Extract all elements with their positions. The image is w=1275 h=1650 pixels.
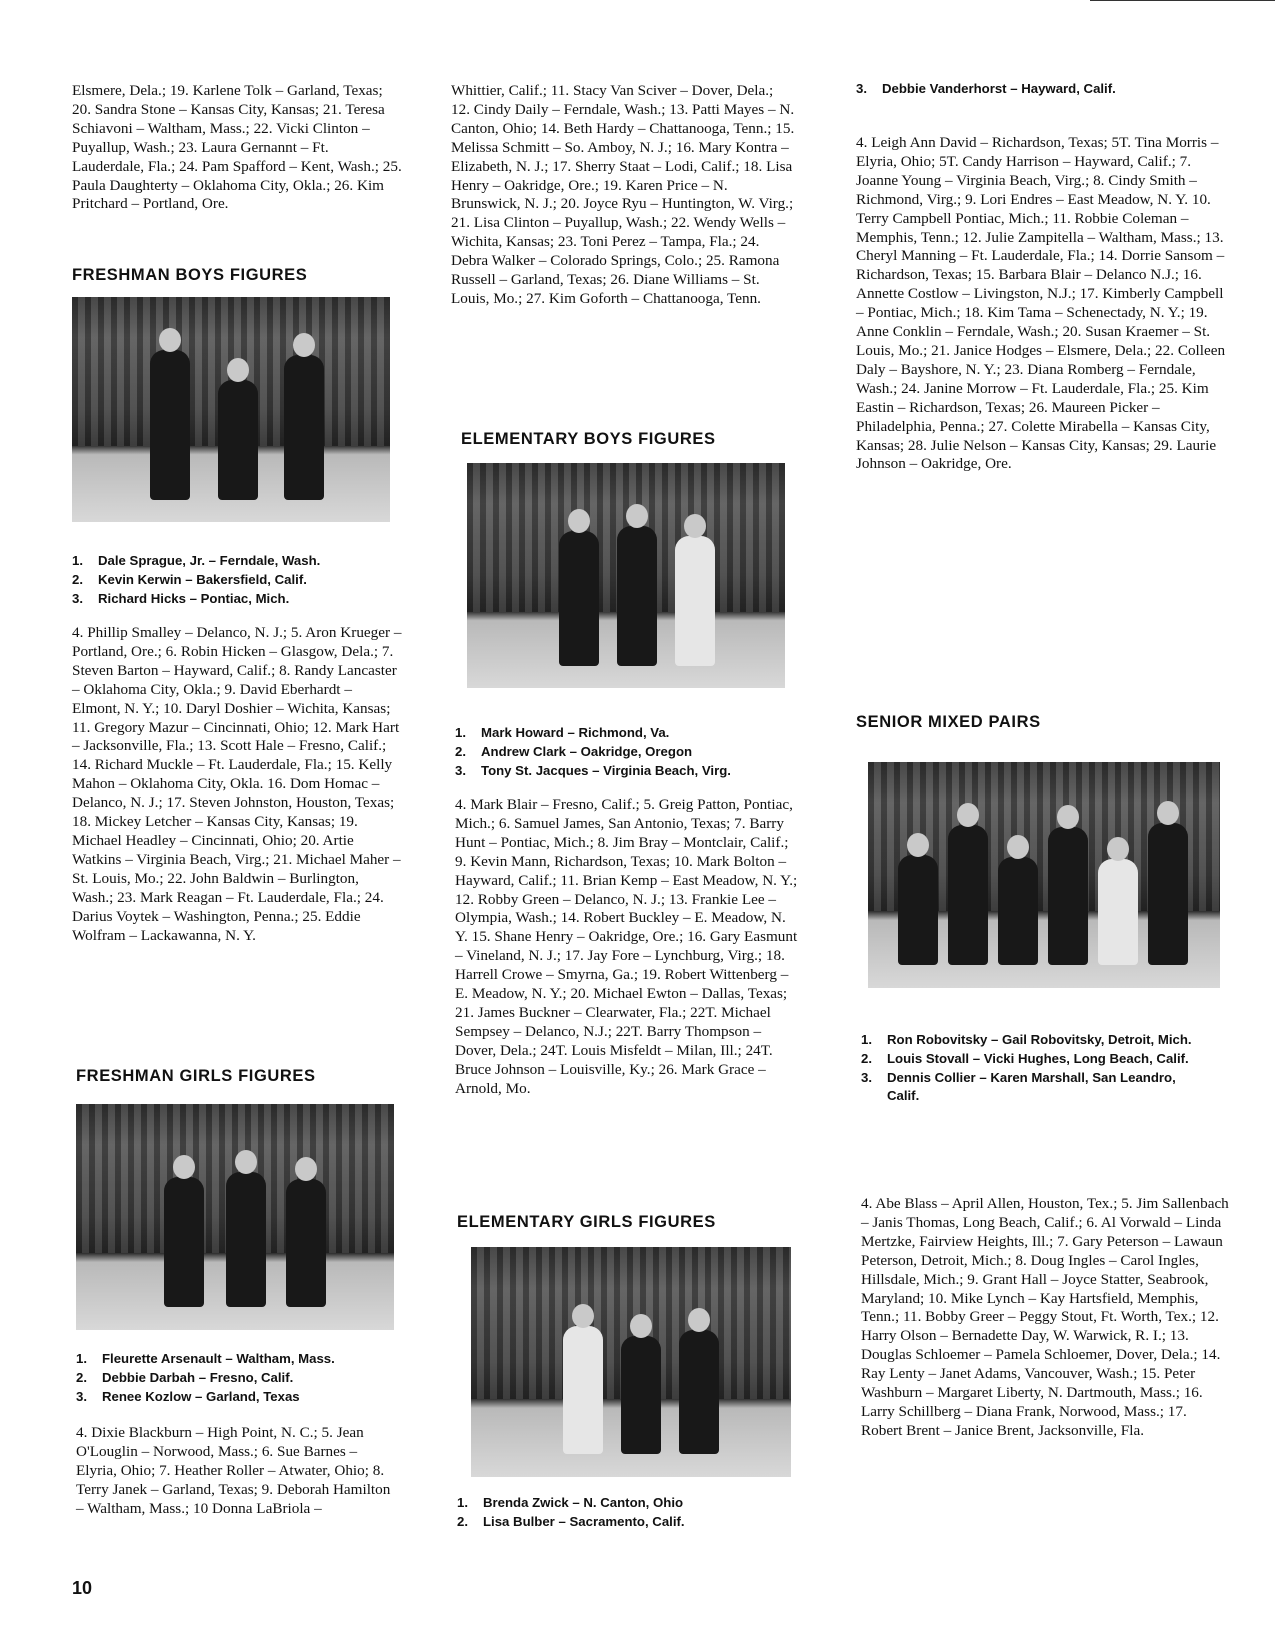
placer-rank: 1. bbox=[457, 1495, 468, 1510]
senior-mixed-pairs-results: 4. Abe Blass – April Allen, Houston, Tex.; 5. Jim Sallenbach – Janis Thomas, Long Beach, Calif.; 6. Al Vorwald – Linda Mertzke, Fairview Heights, Ill.; 7. Gary Peterson – Lawaun Peterson, Detroit, Mich.; 8. Doug Ingles – Carol Ingles, Hillsdale, Mich.; 9. Grant Hall – Joyce Statter, Seabrook, Maryland; 10. Mike Lynch – Kay Hartsfield, Memphis, Tenn.; 11. Bobby Greer – Peggy Stout, Ft. Worth, Tex.; 12. Harry Olson – Bernadette Day, W. Warwick, R. I.; 13. Douglas Schloemer – Pamela Schloemer, Dover, Dela.; 14. Ray Lenty – Janet Adams, Vancouver, Wash.; 15. Peter Washburn – Margaret Liberty, N. Dartmouth, Mass.; 16. Larry Schillberg – Diana Frank, Norwood, Mass.; 17. Robert Brent – Janice Brent, Jacksonville, Fla. bbox=[861, 1195, 1229, 1439]
col1-intro-text: Elsmere, Dela.; 19. Karlene Tolk – Garland, Texas; 20. Sandra Stone – Kansas City, Kansas; 21. Teresa Schiavoni – Waltham, Mass.; 22. Vicki Clinton – Puyallup, Wash.; 23. Laura Gernannt – Ft. Lauderdale, Fla.; 24. Pam Spafford – Kent, Wash.; 25. Paula Daughterty – Oklahoma City, Okla.; 26. Kim Pritchard – Portland, Ore. bbox=[72, 82, 402, 213]
placer-item bbox=[856, 80, 1226, 99]
freshman-boys-photo bbox=[72, 297, 390, 522]
placer-rank: 1. bbox=[861, 1032, 872, 1047]
placer-rank: 1. bbox=[72, 553, 83, 568]
freshman-girls-heading: FRESHMAN GIRLS FIGURES bbox=[76, 1067, 316, 1085]
freshman-girls-winners bbox=[76, 1350, 406, 1406]
placer-name: Fleurette Arsenault – Waltham, Mass. bbox=[102, 1351, 335, 1366]
placer-item bbox=[72, 552, 402, 571]
placer-rank: 3. bbox=[72, 590, 83, 606]
placer-rank: 1. bbox=[76, 1351, 87, 1366]
placer-item bbox=[455, 762, 800, 781]
placer-item bbox=[76, 1350, 406, 1369]
placer-item bbox=[76, 1369, 406, 1388]
elementary-boys-photo bbox=[467, 463, 785, 688]
placer-rank: 2. bbox=[457, 1513, 468, 1529]
elementary-boys-heading: ELEMENTARY BOYS FIGURES bbox=[461, 430, 716, 448]
placer-name: Richard Hicks – Pontiac, Mich. bbox=[98, 590, 290, 606]
placer-rank: 2. bbox=[72, 571, 83, 587]
elementary-girls-photo bbox=[471, 1247, 791, 1477]
freshman-boys-results: 4. Phillip Smalley – Delanco, N. J.; 5. Aron Krueger – Portland, Ore.; 6. Robin Hicken – Glasgow, Dela.; 7. Steven Barton – Hayward, Calif.; 8. Randy Lancaster – Oklahoma City, Okla.; 9. David Eberhardt – Elmont, N. Y.; 10. Daryl Doshier – Wichita, Kansas; 11. Gregory Mazur – Cincinnati, Ohio; 12. Mark Hart – Jacksonville, Fla.; 13. Scott Hale – Fresno, Calif.; 14. Richard Muckle – Ft. Lauderdale, Fla.; 15. Kelly Mahon – Oklahoma City, Okla. 16. Dom Homac – Delanco, N. J.; 17. Steven Johnston, Houston, Texas; 18. Mickey Letcher – Kansas City, Kansas; 19. Michael Headley – Cincinnati, Ohio; 20. Artie Watkins – Virginia Beach, Virg.; 21. Michael Maher – St. Louis, Mo.; 22. John Baldwin – Burlington, Wash.; 23. Mark Reagan – Ft. Lauderdale, Fla.; 24. Darius Voytek – Washington, Penna.; 25. Eddie Wolfram – Lackawanna, N. Y. bbox=[72, 624, 402, 944]
col3-intro-results: 4. Leigh Ann David – Richardson, Texas; 5T. Tina Morris – Elyria, Ohio; 5T. Candy Harrison – Hayward, Calif.; 7. Joanne Young – Virginia Beach, Virg.; 8. Cindy Smith – Richmond, Virg.; 9. Lori Endres – East Meadow, N. Y. 10. Terry Campbell Pontiac, Mich.; 11. Robbie Coleman – Memphis, Tenn.; 12. Julie Zampitella – Waltham, Mass.; 13. Cheryl Manning – Ft. Lauderdale, Fla.; 14. Dorrie Sansom – Richardson, Texas; 15. Barbara Blair – Delanco N.J.; 16. Annette Costlow – Livingston, N.J.; 17. Kimberly Campbell – Pontiac, Mich.; 18. Kim Tama – Schenectady, N. Y.; 19. Anne Conklin – Ferndale, Wash.; 20. Susan Kraemer – St. Louis, Mo.; 21. Janice Hodges – Elsmere, Dela.; 22. Colleen Daly – Bayshore, N. Y.; 23. Diana Romberg – Ferndale, Wash.; 24. Janine Morrow – Ft. Lauderdale, Fla.; 25. Kim Eastin – Richardson, Texas; 26. Maureen Picker – Philadelphia, Penna.; 27. Colette Mirabella – Kansas City, Kansas; 28. Julie Nelson – Kansas City, Kansas; 29. Laurie Johnson – Oakridge, Ore. bbox=[856, 134, 1226, 473]
placer-item bbox=[455, 724, 800, 743]
placer-item bbox=[457, 1494, 802, 1513]
placer-rank: 2. bbox=[455, 743, 466, 759]
page-number: 10 bbox=[72, 1578, 93, 1598]
freshman-girls-photo bbox=[76, 1104, 394, 1330]
placer-name: Dale Sprague, Jr. – Ferndale, Wash. bbox=[98, 553, 321, 568]
col2-intro-text: Whittier, Calif.; 11. Stacy Van Sciver – Dover, Dela.; 12. Cindy Daily – Ferndale, Wash.; 13. Patti Mayes – N. Canton, Ohio; 14. Beth Hardy – Chattanooga, Tenn.; 15. Melissa Schmitt – So. Amboy, N. J.; 16. Mary Kontra – Elizabeth, N. J.; 17. Sherry Staat – Lodi, Calif.; 18. Lisa Henry – Oakridge, Ore.; 19. Karen Price – N. Brunswick, N. J.; 20. Joyce Ryu – Huntington, W. Virg.; 21. Lisa Clinton – Puyallup, Wash.; 22. Wendy Wells – Wichita, Kansas; 23. Toni Perez – Tampa, Fla.; 24. Debra Walker – Colorado Springs, Colo.; 25. Ramona Russell – Garland, Texas; 26. Diane Williams – St. Louis, Mo.; 27. Kim Goforth – Chattanooga, Tenn. bbox=[451, 82, 795, 307]
elementary-boys-results: 4. Mark Blair – Fresno, Calif.; 5. Greig Patton, Pontiac, Mich.; 6. Samuel James, San Antonio, Texas; 7. Barry Hunt – Pontiac, Mich.; 8. Jim Bray – Montclair, Calif.; 9. Kevin Mann, Richardson, Texas; 10. Mark Bolton – Hayward, Calif.; 11. Brian Kemp – East Meadow, N. Y.; 12. Robby Green – Delanco, N. J.; 13. Frankie Lee – Olympia, Wash.; 14. Robert Buckley – E. Meadow, N. Y. 15. Shane Henry – Oakridge, Ore.; 16. Gary Easmunt – Vineland, N. J.; 17. Jay Fore – Lynchburg, Virg.; 18. Harrell Crowe – Smyrna, Ga.; 19. Robert Wittenberg – E. Meadow, N. Y.; 20. Michael Ewton – Dallas, Texas; 21. James Buckner – Clearwater, Fla.; 22T. Michael Sempsey – Delanco, N.J.; 22T. Barry Thompson – Dover, Dela.; 24T. Louis Misfeldt – Milan, Ill.; 24T. Bruce Johnson – Louisville, Ky.; 26. Mark Grace – Arnold, Mo. bbox=[455, 796, 798, 1097]
placer-name: Debbie Vanderhorst – Hayward, Calif. bbox=[882, 81, 1116, 96]
placer-rank: 1. bbox=[455, 725, 466, 740]
placer-name: Renee Kozlow – Garland, Texas bbox=[102, 1388, 300, 1404]
placer-name: Brenda Zwick – N. Canton, Ohio bbox=[483, 1495, 684, 1510]
freshman-boys-heading: FRESHMAN BOYS FIGURES bbox=[72, 266, 308, 284]
top-rule bbox=[1090, 0, 1275, 1]
placer-item bbox=[861, 1050, 1211, 1069]
placer-rank: 3. bbox=[861, 1069, 872, 1085]
freshman-girls-results: 4. Dixie Blackburn – High Point, N. C.; 5. Jean O'Louglin – Norwood, Mass.; 6. Sue Barnes – Elyria, Ohio; 7. Heather Roller – Atwater, Ohio; 8. Terry Janek – Garland, Texas; 9. Deborah Hamilton – Waltham, Mass.; 10 Donna LaBriola – bbox=[76, 1424, 391, 1517]
placer-rank: 2. bbox=[861, 1050, 872, 1066]
placer-item bbox=[457, 1513, 802, 1532]
col3-intro-winner bbox=[856, 80, 1226, 99]
elementary-girls-winners bbox=[457, 1494, 802, 1532]
placer-name: Kevin Kerwin – Bakersfield, Calif. bbox=[98, 571, 307, 587]
senior-mixed-pairs-winners bbox=[861, 1031, 1211, 1106]
placer-item bbox=[861, 1069, 1211, 1107]
placer-item bbox=[72, 571, 402, 590]
placer-rank: 2. bbox=[76, 1369, 87, 1385]
placer-rank: 3. bbox=[76, 1388, 87, 1404]
placer-item bbox=[76, 1388, 406, 1407]
elementary-boys-winners bbox=[455, 724, 800, 780]
placer-name: Dennis Collier – Karen Marshall, San Leandro, Calif. bbox=[887, 1069, 1176, 1104]
freshman-boys-winners bbox=[72, 552, 402, 608]
placer-rank: 3. bbox=[856, 81, 867, 96]
placer-name: Tony St. Jacques – Virginia Beach, Virg. bbox=[481, 762, 731, 778]
placer-name: Mark Howard – Richmond, Va. bbox=[481, 725, 670, 740]
placer-name: Andrew Clark – Oakridge, Oregon bbox=[481, 743, 693, 759]
placer-item bbox=[861, 1031, 1211, 1050]
placer-item bbox=[455, 743, 800, 762]
placer-item bbox=[72, 590, 402, 609]
elementary-girls-heading: ELEMENTARY GIRLS FIGURES bbox=[457, 1213, 716, 1231]
placer-name: Louis Stovall – Vicki Hughes, Long Beach, Calif. bbox=[887, 1050, 1189, 1066]
placer-name: Lisa Bulber – Sacramento, Calif. bbox=[483, 1513, 685, 1529]
senior-mixed-pairs-photo bbox=[868, 762, 1220, 988]
senior-mixed-pairs-heading: SENIOR MIXED PAIRS bbox=[856, 713, 1041, 731]
placer-rank: 3. bbox=[455, 762, 466, 778]
placer-name: Ron Robovitsky – Gail Robovitsky, Detroit, Mich. bbox=[887, 1032, 1192, 1047]
placer-name: Debbie Darbah – Fresno, Calif. bbox=[102, 1369, 294, 1385]
